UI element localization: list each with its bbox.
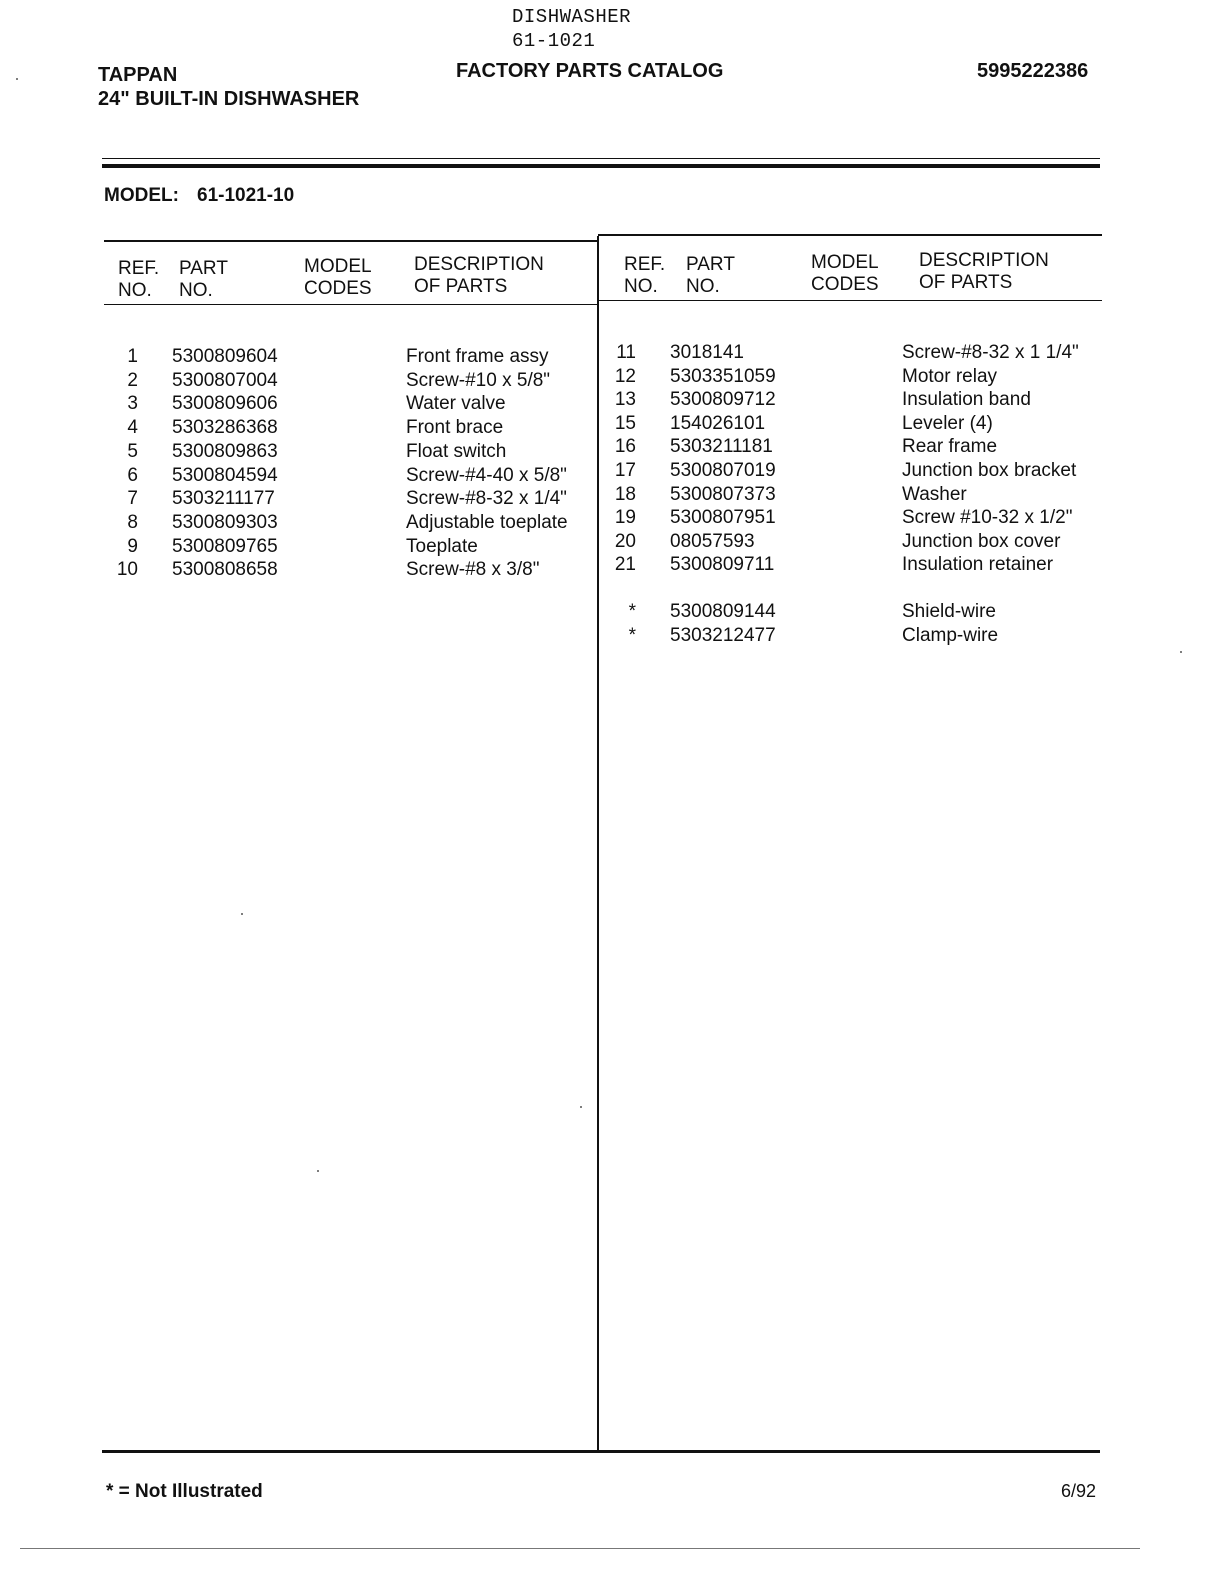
- part-description: Screw-#8-32 x 1/4": [406, 488, 567, 510]
- revision-date: 6/92: [1061, 1481, 1097, 1501]
- col-header-ref-right: REF. NO.: [624, 254, 666, 297]
- column-divider: [597, 236, 599, 1450]
- part-number: 5300807019: [670, 460, 776, 481]
- part-ref: 1: [127, 346, 138, 367]
- part-description: Leveler (4): [902, 412, 993, 434]
- part-ref: 15: [614, 412, 636, 434]
- part-description: Screw-#10 x 5/8": [406, 369, 551, 391]
- part-ref: 18: [614, 483, 636, 505]
- part-ref: 7: [127, 488, 138, 510]
- part-description: Clamp-wire: [902, 625, 999, 646]
- header-rule-thick: [102, 164, 1100, 168]
- header-typed-line-1: DISHWASHER: [512, 6, 632, 28]
- part-description: Screw-#8-32 x 1 1/4": [902, 342, 1079, 363]
- product-name: 24" BUILT-IN DISHWASHER: [98, 88, 360, 110]
- part-description: Adjustable toeplate: [406, 511, 568, 533]
- part-number: 5303211177: [172, 488, 275, 510]
- part-description: Washer: [902, 483, 967, 505]
- col-header-desc-left: DESCRIPTION OF PARTS: [414, 254, 544, 297]
- part-description: Insulation band: [902, 389, 1031, 411]
- part-number: 5300809712: [670, 389, 776, 411]
- part-description: Junction box bracket: [902, 460, 1077, 481]
- part-number: 5300809765: [172, 535, 278, 557]
- part-description: Screw #10-32 x 1/2": [902, 507, 1073, 529]
- part-ref: 3: [127, 393, 138, 415]
- part-ref: 8: [127, 511, 138, 533]
- part-description: Screw-#4-40 x 5/8": [406, 464, 567, 486]
- part-number: 3018141: [670, 342, 744, 363]
- part-description: Rear frame: [902, 436, 998, 458]
- header-rule-thin: [102, 158, 1100, 159]
- part-ref: 21: [614, 554, 636, 576]
- scan-speck: [241, 913, 243, 915]
- part-number: 5303351059: [670, 365, 776, 387]
- part-ref: 2: [127, 369, 138, 391]
- table-bottom-rule: [102, 1450, 1100, 1453]
- part-ref: 19: [614, 507, 636, 529]
- col-header-desc-right: DESCRIPTION OF PARTS: [919, 250, 1049, 293]
- part-description: Front frame assy: [406, 346, 549, 367]
- catalog-number: 5995222386: [977, 60, 1089, 82]
- table-top-rule-left: [104, 240, 598, 242]
- part-description: Insulation retainer: [902, 554, 1054, 576]
- scan-speck: [580, 1106, 582, 1108]
- part-number: 154026101: [670, 412, 766, 434]
- catalog-title: FACTORY PARTS CATALOG: [456, 60, 724, 82]
- col-header-model-right: MODEL CODES: [811, 252, 879, 295]
- part-ref: 17: [614, 460, 636, 481]
- part-number: 5300807373: [670, 483, 776, 505]
- col-header-ref-left: REF. NO.: [118, 258, 160, 301]
- model-value: 61-1021-10: [197, 185, 295, 206]
- part-number: 5300809711: [670, 554, 775, 576]
- part-description: Front brace: [406, 417, 504, 439]
- part-number: 5300809604: [172, 346, 278, 367]
- part-number: 5303211181: [670, 436, 773, 458]
- part-number: 5303286368: [172, 417, 278, 439]
- part-ref: 6: [127, 464, 138, 486]
- part-description: Motor relay: [902, 365, 998, 387]
- scan-speck: [16, 78, 18, 80]
- model-label: MODEL:: [104, 185, 179, 206]
- brand-name: TAPPAN: [98, 64, 178, 86]
- scan-speck: [1180, 651, 1182, 653]
- part-description: Toeplate: [406, 535, 478, 557]
- scan-speck: [317, 1170, 319, 1172]
- part-description: Water valve: [406, 393, 506, 415]
- scan-edge-line: [20, 1548, 1140, 1549]
- header-typed-line-2: 61-1021: [512, 30, 596, 52]
- part-number: 5300809863: [172, 440, 278, 462]
- col-header-part-right: PART NO.: [686, 254, 735, 297]
- part-number: 5300808658: [172, 559, 278, 581]
- part-ref: 16: [614, 436, 636, 458]
- part-description: Screw-#8 x 3/8": [406, 559, 540, 581]
- part-ref: 13: [614, 389, 636, 411]
- part-ref: 9: [127, 535, 138, 557]
- part-ref: 10: [116, 559, 138, 581]
- part-ref: 12: [614, 365, 636, 387]
- part-ref: 11: [616, 342, 636, 363]
- part-ref: 4: [127, 417, 138, 439]
- part-ref: *: [628, 601, 636, 622]
- part-description: Junction box cover: [902, 530, 1061, 552]
- col-header-model-left: MODEL CODES: [304, 256, 372, 299]
- part-number: 08057593: [670, 530, 755, 552]
- part-ref: 20: [614, 530, 636, 552]
- part-number: 5300809303: [172, 511, 278, 533]
- part-description: Float switch: [406, 440, 507, 462]
- col-header-part-left: PART NO.: [179, 258, 228, 301]
- table-top-rule-right: [598, 234, 1102, 236]
- part-description: Shield-wire: [902, 601, 996, 622]
- part-ref: 5: [127, 440, 138, 462]
- part-ref: *: [628, 625, 636, 646]
- part-number: 5300809606: [172, 393, 278, 415]
- not-illustrated-legend: * = Not Illustrated: [106, 1481, 263, 1502]
- part-number: 5300804594: [172, 464, 278, 486]
- header-underline-left: [104, 304, 598, 305]
- part-number: 5303212477: [670, 625, 776, 646]
- part-number: 5300809144: [670, 601, 776, 622]
- header-underline-right: [598, 300, 1102, 301]
- part-number: 5300807951: [670, 507, 776, 529]
- part-number: 5300807004: [172, 369, 278, 391]
